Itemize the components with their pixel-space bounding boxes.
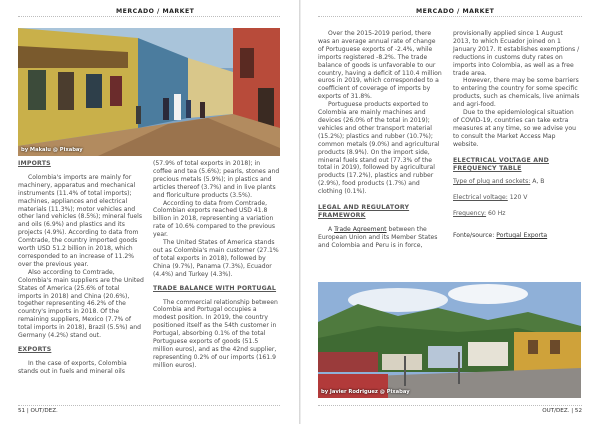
photo-credit-bottom: by Javier Rodriguez @ Pixabay <box>321 389 410 395</box>
trade-balance-heading: TRADE BALANCE WITH PORTUGAL <box>153 284 277 292</box>
trade-agreement-link[interactable]: Trade Agreement <box>334 225 387 233</box>
source-row <box>453 232 581 240</box>
exports-paragraph-3: According to data from Comtrade, Colombian exports reached USD 41.8 billion in 2018, representing a variation rate of 10.6% compared to the previous year. <box>153 199 276 239</box>
trade-balance-paragraph: The commercial relationship between Colombia and Portugal occupies a modest position. In 2019, the country positioned itself as the 54th customer in Portugal, absorbing 0.1% of the total Portuguese exports of goods (51.5 million euros), and as the 42nd supplier, representing 0.2% of our imports (161.9 million euros). <box>153 298 278 369</box>
left-column-1 <box>18 158 144 376</box>
exports-heading: EXPORTS <box>18 345 52 353</box>
legal-framework-paragraph-3: However, there may be some barriers to entering the country for some specific products, such as chemicals, live animals and agri-food. <box>453 77 580 109</box>
right-footer-rule <box>318 405 582 406</box>
plug-type-value: A, B <box>532 178 545 186</box>
photo-credit-top: by Makalu @ Pixabay <box>21 147 83 153</box>
right-column-1 <box>318 30 443 250</box>
right-column-2 <box>453 30 581 240</box>
left-column-2 <box>153 160 280 370</box>
town-photo-bottom <box>318 282 581 398</box>
voltage-row <box>453 194 581 202</box>
imports-heading: IMPORTS <box>18 160 51 167</box>
left-page-header: MERCADO / MARKET <box>116 8 195 15</box>
voltage-label: Electrical voltage: <box>453 194 508 202</box>
left-header-rule <box>18 16 280 17</box>
frequency-label: Frequency: <box>453 210 487 218</box>
exports-paragraph-1: In the case of exports, Colombia stands out in fuels and mineral oils <box>18 359 127 375</box>
frequency-row <box>453 210 581 218</box>
exports-paragraph-4: The United States of America stands out as Colombia's main customer (27.1% of total exports in 2018), followed by China (9.7%), Panama (7.3%), Ecuador (4.4%) and Turkey (4.3%). <box>153 239 279 278</box>
exports-paragraph-2: (57.9% of total exports in 2018); in coffee and tea (5.6%); pearls, stones and precious metals (5.9%); in plastics and articles thereof (3.7%) and in live plants and floriculture products (3.5%). <box>153 160 280 199</box>
right-page-header: MERCADO / MARKET <box>416 8 495 15</box>
imports-paragraph-2: Also according to Comtrade, Colombia's main suppliers are the United States of America (25.6% of total imports in 2018) and China (20.6%), together representing 46.2% of the country's imports in 2018. Of the remaining suppliers, Mexico (7.7% of total imports in 2018), Brazil (5.5%) and Germany (4.2%) stand out. <box>18 268 144 340</box>
right-header-rule <box>318 16 582 17</box>
legal-framework-paragraph <box>318 226 443 250</box>
legal-framework-paragraph-2: provisionally applied since 1 August 2013, to which Ecuador joined on 1 January 2017. It establishes exemptions / reductions in customs duty rates on imports into Colombia, as well as a free trade area. <box>453 30 580 77</box>
legal-framework-heading: LEGAL AND REGULATORY FRAMEWORK <box>318 204 410 219</box>
plug-type-row <box>453 178 581 186</box>
trade-balance-paragraph-3: Portuguese products exported to Colombia are mainly machines and devices (26.0% of the total in 2019); vehicles and other transport material (15.2%); plastics and rubber (10.7%); common metals (9.0%) and agricultural products (8.9%). On the import side, mineral fuels stand out (77.3% of the total in 2019), followed by agricultural products (17.2%), plastics and rubber (2.9%), food products (1.7%) and clothing (0.1%). <box>318 101 440 196</box>
legal-text-post: between the European Union and its Member States and Colombia and Peru is in force, <box>318 225 438 249</box>
right-page-number: OUT/DEZ. | 52 <box>542 408 582 414</box>
plug-type-label: Type of plug and sockets: <box>453 178 531 186</box>
voltage-value: 120 V <box>509 194 528 202</box>
imports-paragraph-1: Colombia's imports are mainly for machinery, apparatus and mechanical instruments (11.4% of total imports); machines, appliances and electrical materials (11.3%); motor vehicles and other land vehicles (8.5%); mineral fuels and oils (6.9%) and plastics and its projects (4.9%). According to data from Comtrade, the country imported goods worth USD 51.2 billion in 2018, which corresponded to an increase of 11.2% over the previous year. <box>18 173 143 268</box>
page-gutter <box>299 0 301 424</box>
frequency-value: 60 Hz <box>488 210 506 218</box>
source-label: Fonte/source: <box>453 232 495 240</box>
left-page-number: 51 | OUT/DEZ. <box>18 408 58 414</box>
trade-balance-paragraph-2: Over the 2015-2019 period, there was an average annual rate of change of Portuguese exports of -2.4%, while imports registered -8.2%. The trade balance of goods is unfavorable to our country, having a deficit of 110.4 million euros in 2019, which corresponded to a coefficient of coverage of imports by exports of 31.8%. <box>318 30 442 101</box>
street-photo-top <box>18 28 280 156</box>
legal-text-pre: A <box>328 225 335 233</box>
source-link[interactable]: Portugal Exporta <box>496 232 548 240</box>
electrical-table-heading: ELECTRICAL VOLTAGE AND FREQUENCY TABLE <box>453 156 549 172</box>
left-footer-rule <box>18 405 280 406</box>
legal-framework-paragraph-4: Due to the epidemiological situation of COVID-19, countries can take extra measures at any time, so we advise you to consult the Market Access Map website. <box>453 109 576 148</box>
